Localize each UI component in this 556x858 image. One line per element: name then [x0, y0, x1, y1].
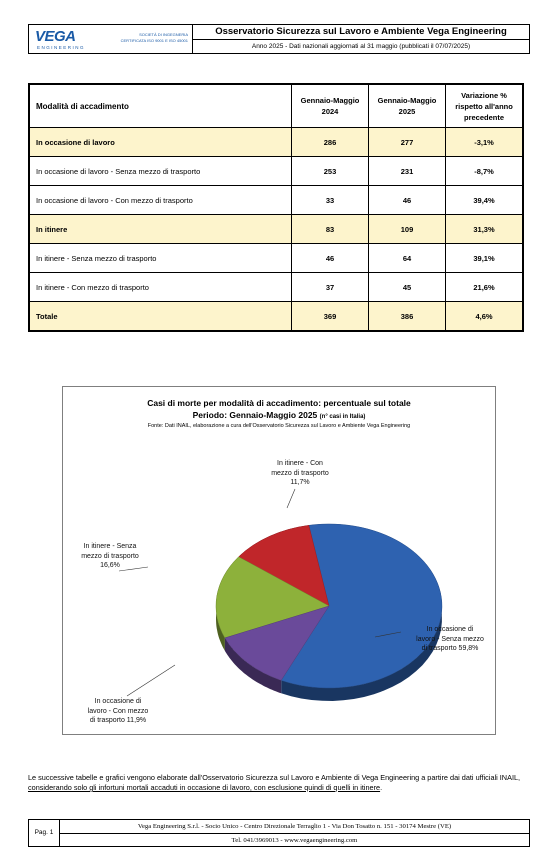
page-header [28, 24, 530, 54]
variation: 39,4% [446, 186, 524, 215]
footer-address: Vega Engineering S.r.l. - Socio Unico - Centro Direzionale Terraglio 1 - Via Don Tosatto n. 151 - 30174 Mestre (VE) [60, 820, 529, 834]
variation: 21,6% [446, 273, 524, 302]
value-2025: 231 [369, 157, 446, 186]
certification-line-1: SOCIETÀ DI INGEGNERIA [139, 32, 188, 37]
slice-leader-line [127, 665, 175, 696]
table-row [29, 215, 523, 244]
value-2025: 109 [369, 215, 446, 244]
chart-subtitle-note: (n° casi in Italia) [319, 414, 366, 420]
column-header-2024: Gennaio-Maggio 2024 [292, 84, 369, 128]
variation: 31,3% [446, 215, 524, 244]
value-2024: 37 [292, 273, 369, 302]
row-label: In itinere - Senza mezzo di trasporto [29, 244, 292, 273]
slice-label-line: mezzo di trasporto [271, 469, 329, 477]
slice-label [73, 697, 163, 726]
methodology-note [28, 773, 528, 793]
value-2025: 46 [369, 186, 446, 215]
row-label: Totale [29, 302, 292, 332]
company-logo [29, 25, 193, 53]
slice-label-line: lavoro - Senza mezzo [416, 635, 484, 643]
row-label: In occasione di lavoro - Con mezzo di trasporto [29, 186, 292, 215]
page-footer [28, 819, 530, 847]
value-2024: 33 [292, 186, 369, 215]
note-underlined-text: considerando solo gli infortuni mortali accaduti in occasione di lavoro, con esclusione quindi di quelli in itinere [28, 783, 381, 792]
value-2024: 253 [292, 157, 369, 186]
value-2024: 286 [292, 128, 369, 157]
variation: 39,1% [446, 244, 524, 273]
table-header-row [29, 84, 523, 128]
value-2024: 83 [292, 215, 369, 244]
slice-label-line: In itinere - Con [277, 460, 323, 467]
slice-label-line: 11,7% [290, 479, 310, 486]
note-text: Le successive tabelle e grafici vengono elaborate dall'Osservatorio Sicurezza sul Lavoro e Ambiente di Vega Engineering a partire dai dati ufficiali INAIL, [28, 773, 521, 782]
column-header-2025: Gennaio-Maggio 2025 [369, 84, 446, 128]
table-row [29, 128, 523, 157]
row-label: In occasione di lavoro - Senza mezzo di trasporto [29, 157, 292, 186]
slice-label [405, 625, 495, 654]
slice-leader-line [287, 489, 295, 508]
page-number: Pag. 1 [29, 820, 60, 846]
variation: 4,6% [446, 302, 524, 332]
value-2025: 386 [369, 302, 446, 332]
document-title: Osservatorio Sicurezza sul Lavoro e Ambiente Vega Engineering [193, 25, 529, 40]
fatalities-table [28, 83, 524, 332]
variation: -3,1% [446, 128, 524, 157]
value-2024: 369 [292, 302, 369, 332]
footer-contacts: Tel. 041/3969013 - www.vegaengineering.com [231, 837, 358, 844]
column-header-variation: Variazione % rispetto all'anno precedente [446, 84, 524, 128]
slice-label-line: In itinere - Senza [83, 543, 137, 550]
row-label: In occasione di lavoro [29, 128, 292, 157]
chart-period: Periodo: Gennaio-Maggio 2025 [192, 410, 318, 420]
value-2025: 64 [369, 244, 446, 273]
slice-label-line: 16,6% [100, 562, 120, 569]
slice-label-line: In occasione di [426, 626, 474, 633]
value-2025: 45 [369, 273, 446, 302]
slice-label-line: di trasporto 59,8% [421, 645, 479, 652]
chart-source: Fonte: Dati INAIL, elaborazione a cura dell'Osservatorio Sicurezza sul Lavoro e Ambiente Vega Engineering [147, 423, 411, 429]
column-header-mode: Modalità di accadimento [29, 84, 292, 128]
table-row [29, 157, 523, 186]
chart-title: Casi di morte per modalità di accadimento: percentuale sul totale [147, 398, 411, 408]
table-row [29, 244, 523, 273]
slice-label-line: mezzo di trasporto [81, 552, 139, 560]
slice-label-line: In occasione di [94, 698, 142, 705]
table-row [29, 273, 523, 302]
variation: -8,7% [446, 157, 524, 186]
table-row [29, 186, 523, 215]
slice-label-line: lavoro - Con mezzo [87, 707, 149, 715]
certification-line-2: CERTIFICATA ISO 9001 E ISO 45001 [120, 38, 188, 43]
document-subtitle: Anno 2025 - Dati nazionali aggiornati al 31 maggio (pubblicati il 07/07/2025) [251, 43, 471, 50]
value-2024: 46 [292, 244, 369, 273]
slice-label [255, 459, 345, 488]
value-2025: 277 [369, 128, 446, 157]
note-end: . [380, 783, 383, 792]
row-label: In itinere - Con mezzo di trasporto [29, 273, 292, 302]
row-label: In itinere [29, 215, 292, 244]
pie-chart-panel [62, 386, 496, 735]
logo-wordmark: VEGA [35, 28, 76, 45]
table-row [29, 302, 523, 332]
slice-label-line: di trasporto 11,9% [89, 717, 147, 724]
slice-label [65, 542, 155, 571]
logo-subtitle: ENGINEERING [37, 45, 86, 50]
